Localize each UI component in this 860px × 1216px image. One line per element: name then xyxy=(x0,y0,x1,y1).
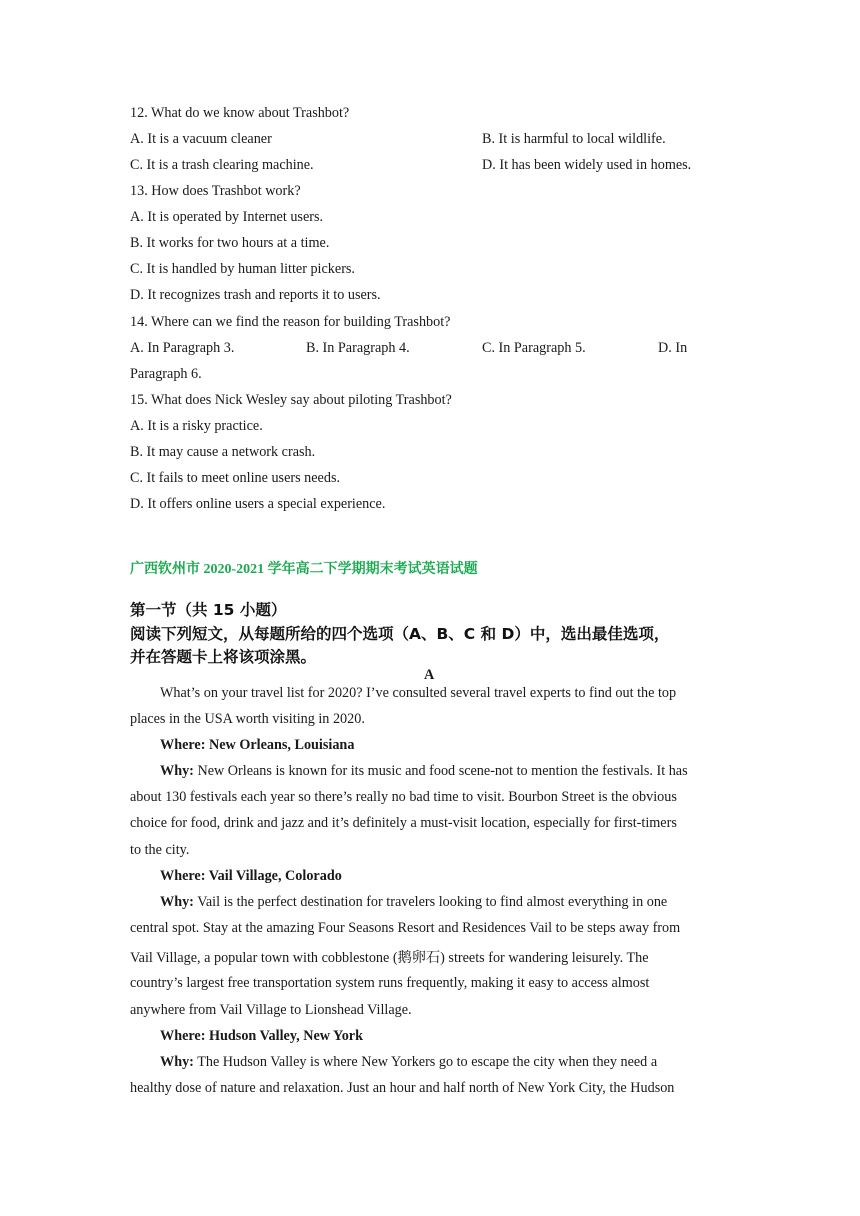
q12-option-c: C. It is a trash clearing machine. xyxy=(130,157,314,173)
question-15: 15. What does Nick Wesley say about piloting Trashbot? xyxy=(130,392,452,408)
question-13: 13. How does Trashbot work? xyxy=(130,183,301,199)
why-label: Why: xyxy=(160,1054,194,1070)
q15-option-d: D. It offers online users a special experience. xyxy=(130,496,386,512)
where-new-orleans: Where: New Orleans, Louisiana xyxy=(160,737,355,753)
why-new-orleans-line-2: about 130 festivals each year so there’s really no bad time to visit. Bourbon Street is the obvious xyxy=(130,789,677,805)
q13-option-d: D. It recognizes trash and reports it to users. xyxy=(130,287,381,303)
q13-option-c: C. It is handled by human litter pickers. xyxy=(130,261,355,277)
q13-option-b: B. It works for two hours at a time. xyxy=(130,235,330,251)
why-new-orleans-line-4: to the city. xyxy=(130,842,190,858)
q13-option-a: A. It is operated by Internet users. xyxy=(130,209,324,225)
passage-label: A xyxy=(424,667,435,683)
section-instruction-line-2: 并在答题卡上将该项涂黑。 xyxy=(130,648,317,666)
why-hudson-line-1 xyxy=(160,1054,657,1071)
why-vail-line-2: central spot. Stay at the amazing Four Seasons Resort and Residences Vail to be steps away from xyxy=(130,920,681,936)
why-new-orleans-line-3: choice for food, drink and jazz and it’s definitely a must-visit location, especially for first-timers xyxy=(130,815,677,831)
where-vail-village: Where: Vail Village, Colorado xyxy=(160,868,342,884)
why-vail-line-3: Vail Village, a popular town with cobblestone (鹅卵石) streets for wandering leisurely. The xyxy=(130,950,649,966)
q15-option-a: A. It is a risky practice. xyxy=(130,418,263,434)
why-text: New Orleans is known for its music and food scene-not to mention the festivals. It has xyxy=(193,763,688,779)
why-text: The Hudson Valley is where New Yorkers go to escape the city when they need a xyxy=(193,1054,658,1070)
question-14: 14. Where can we find the reason for building Trashbot? xyxy=(130,314,451,330)
q12-option-b: B. It is harmful to local wildlife. xyxy=(482,131,666,147)
section-instruction-line-1: 阅读下列短文，从每题所给的四个选项（A、B、C 和 D）中，选出最佳选项， xyxy=(130,625,670,643)
why-hudson-line-2: healthy dose of nature and relaxation. Just an hour and half north of New York City, the Hudson xyxy=(130,1080,675,1096)
why-label: Why: xyxy=(160,894,194,910)
q14-option-d-continued: Paragraph 6. xyxy=(130,366,202,382)
why-text: Vail is the perfect destination for travelers looking to find almost everything in one xyxy=(193,894,668,910)
why-vail-line-1 xyxy=(160,894,667,911)
passage-intro-line-2: places in the USA worth visiting in 2020. xyxy=(130,711,365,727)
section-title: 第一节（共 15 小题） xyxy=(130,601,287,619)
why-vail-line-4: country’s largest free transportation system runs frequently, making it easy to access almost xyxy=(130,975,650,991)
passage-intro-line-1: What’s on your travel list for 2020? I’ve consulted several travel experts to find out the top xyxy=(160,685,677,701)
why-label: Why: xyxy=(160,763,194,779)
q14-option-a: A. In Paragraph 3. xyxy=(130,340,235,356)
q15-option-c: C. It fails to meet online users needs. xyxy=(130,470,341,486)
q12-option-a: A. It is a vacuum cleaner xyxy=(130,131,272,147)
question-12: 12. What do we know about Trashbot? xyxy=(130,105,350,121)
exam-title: 广西钦州市 2020-2021 学年高二下学期期末考试英语试题 xyxy=(130,562,478,577)
q15-option-b: B. It may cause a network crash. xyxy=(130,444,316,460)
q14-option-c: C. In Paragraph 5. xyxy=(482,340,586,356)
q14-option-d: D. In xyxy=(658,340,688,356)
where-hudson-valley: Where: Hudson Valley, New York xyxy=(160,1028,363,1044)
q12-option-d: D. It has been widely used in homes. xyxy=(482,157,692,173)
q14-option-b: B. In Paragraph 4. xyxy=(306,340,410,356)
why-new-orleans-line-1 xyxy=(160,763,688,780)
why-vail-line-5: anywhere from Vail Village to Lionshead Village. xyxy=(130,1002,412,1018)
